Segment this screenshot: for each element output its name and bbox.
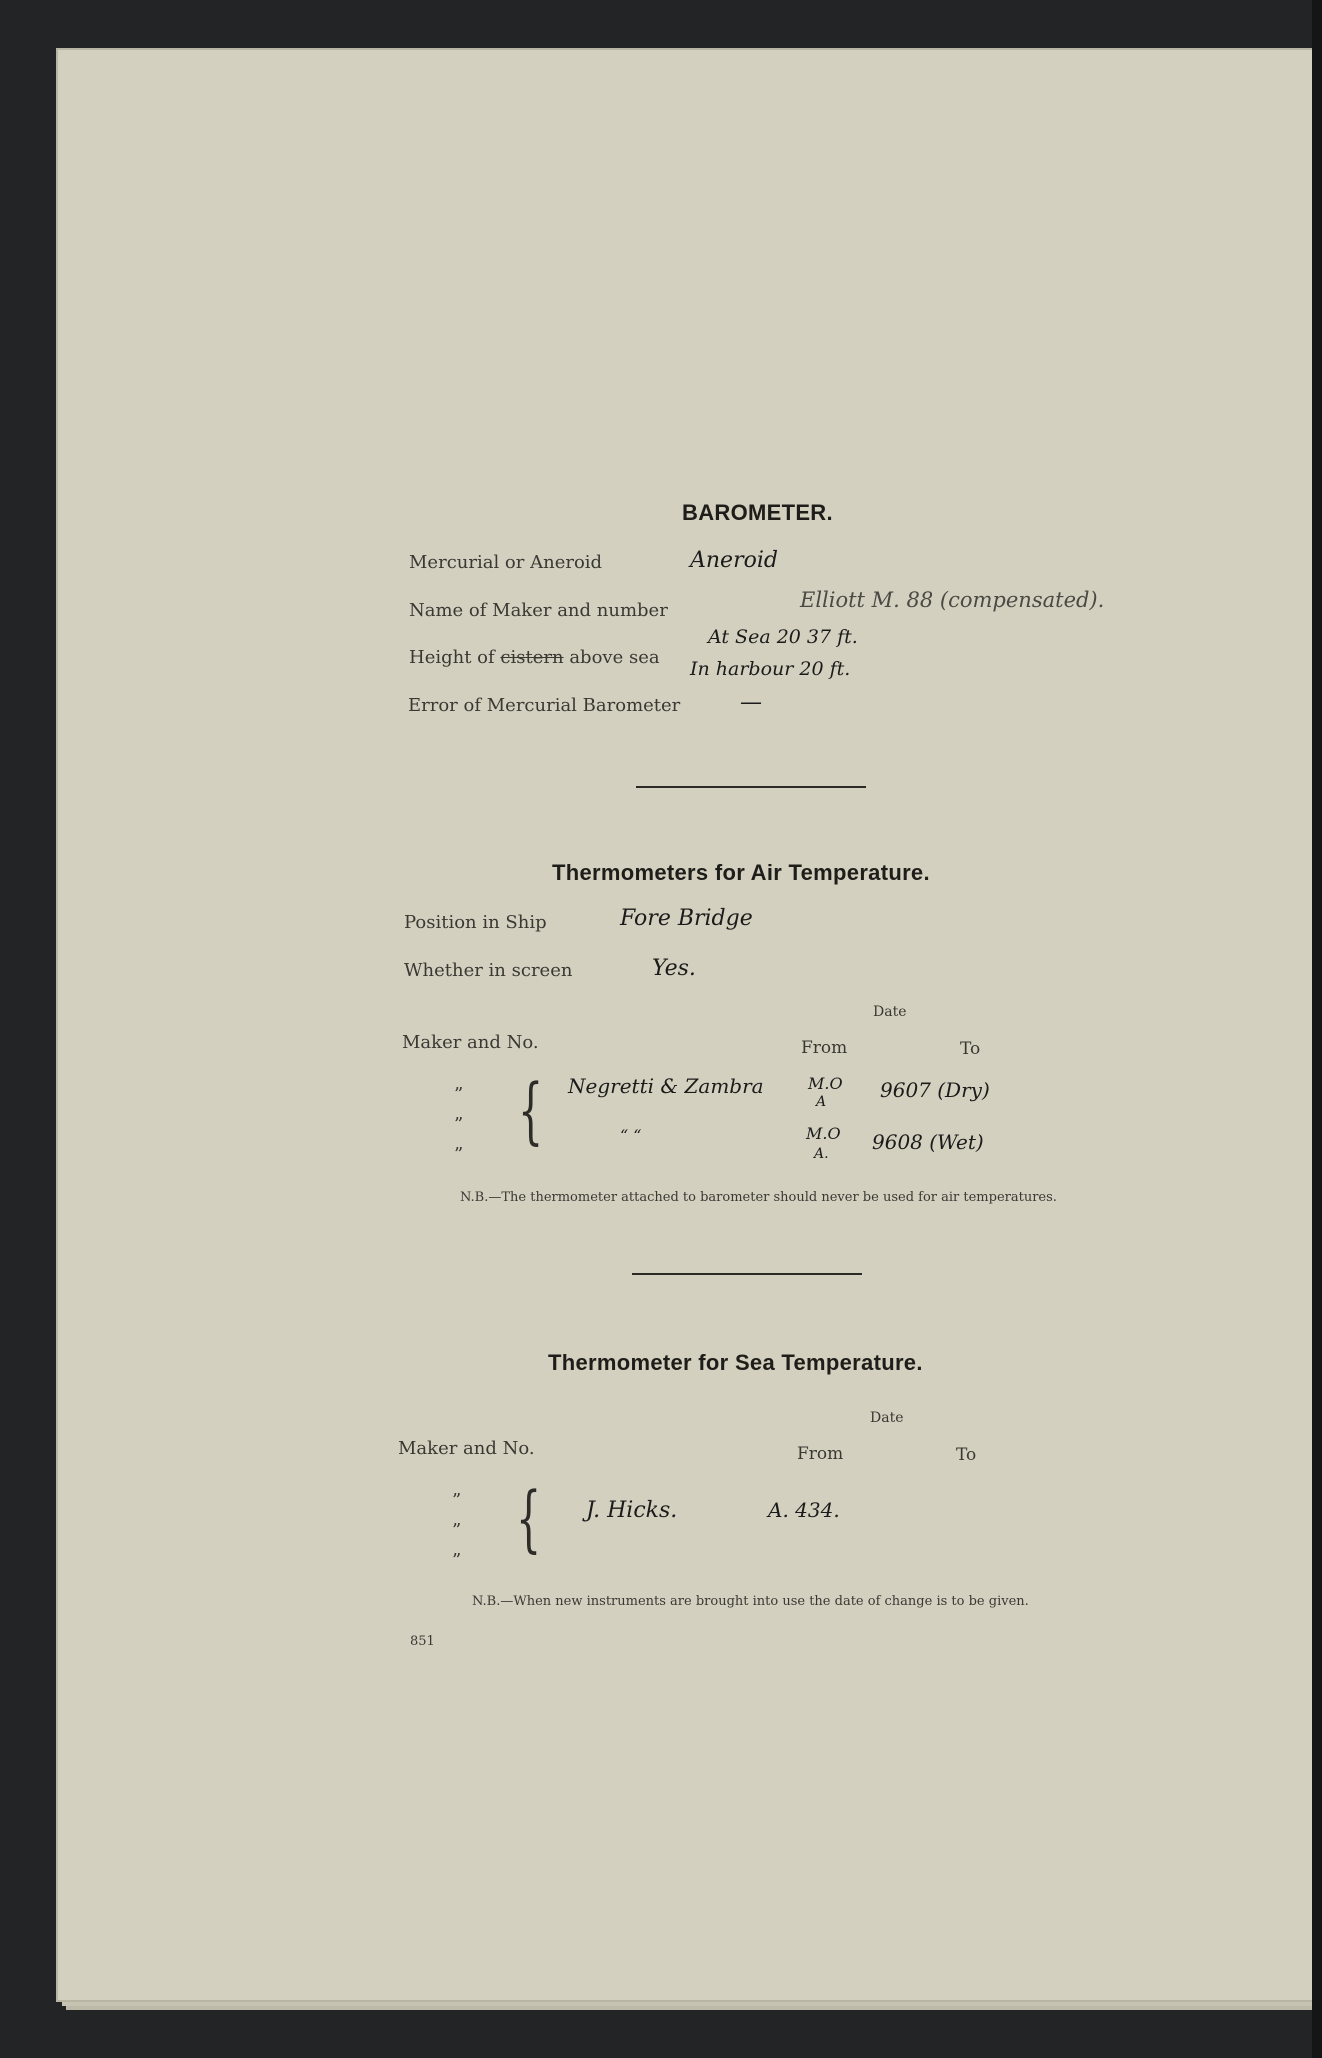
sea-ditto-1: ” — [452, 1490, 462, 1511]
sea-date-label: Date — [870, 1410, 904, 1426]
air-ditto-3: ” — [454, 1144, 464, 1165]
mercurial-or-aneroid-label: Mercurial or Aneroid — [409, 552, 603, 573]
air-entry-1-ref-top: M.O — [808, 1074, 843, 1093]
page-edge-shadow — [1312, 0, 1322, 2058]
section-divider-1 — [636, 786, 866, 788]
air-entry-2-ref-bottom: A. — [814, 1146, 829, 1162]
sea-temperature-heading: Thermometer for Sea Temperature. — [548, 1350, 923, 1375]
air-temperature-heading: Thermometers for Air Temperature. — [552, 860, 930, 885]
sea-entry-1-maker: J. Hicks. — [586, 1498, 678, 1523]
height-value-in-harbour: In harbour 20 ft. — [690, 658, 851, 680]
air-to-label: To — [960, 1039, 981, 1059]
air-ditto-2: ” — [454, 1114, 464, 1135]
sea-note: N.B.—When new instruments are brought into use the date of change is to be given. — [472, 1594, 1029, 1609]
maker-and-number-label: Name of Maker and number — [409, 600, 668, 621]
sea-from-label: From — [797, 1444, 844, 1464]
whether-in-screen-label: Whether in screen — [404, 960, 573, 981]
section-divider-2 — [632, 1273, 862, 1275]
air-entry-2-number: 9608 (Wet) — [872, 1130, 984, 1154]
mercurial-or-aneroid-value: Aneroid — [690, 548, 778, 573]
sea-to-label: To — [956, 1445, 977, 1465]
sea-entry-1-number: A. 434. — [768, 1498, 840, 1522]
sea-brace: { — [516, 1476, 542, 1560]
position-in-ship-value: Fore Bridge — [620, 906, 753, 931]
maker-and-number-value: Elliott M. 88 (compensated). — [800, 588, 1105, 612]
position-in-ship-label: Position in Ship — [404, 912, 547, 933]
sea-maker-label: Maker and No. — [398, 1438, 535, 1459]
sea-ditto-3: ” — [452, 1550, 462, 1571]
air-entry-1-maker: Negretti & Zambra — [568, 1074, 764, 1098]
air-entry-2-ref-top: M.O — [806, 1124, 841, 1143]
air-ditto-1: ” — [454, 1084, 464, 1105]
sea-ditto-2: ” — [452, 1520, 462, 1541]
air-maker-label: Maker and No. — [402, 1032, 539, 1053]
error-of-barometer-label: Error of Mercurial Barometer — [408, 695, 681, 716]
air-entry-1-number: 9607 (Dry) — [880, 1078, 990, 1102]
air-from-label: From — [801, 1038, 848, 1058]
height-label-b: above sea — [569, 647, 660, 668]
form-number: 851 — [410, 1634, 435, 1649]
air-entry-2-maker: “ “ — [620, 1126, 642, 1145]
height-above-sea-label — [409, 647, 660, 668]
barometer-heading: BAROMETER. — [682, 500, 833, 525]
air-note: N.B.—The thermometer attached to barometer should never be used for air temperatures. — [460, 1190, 1057, 1205]
height-label-a: Height of — [409, 647, 495, 668]
air-date-label: Date — [873, 1004, 907, 1020]
air-brace: { — [518, 1068, 544, 1152]
form-page — [58, 50, 1316, 2000]
whether-in-screen-value: Yes. — [652, 956, 696, 981]
height-label-struck: cistern — [500, 647, 564, 668]
height-value-at-sea: At Sea 20 37 ft. — [708, 626, 858, 648]
air-entry-1-ref-bottom: A — [816, 1094, 827, 1110]
error-of-barometer-value: — — [740, 690, 762, 715]
